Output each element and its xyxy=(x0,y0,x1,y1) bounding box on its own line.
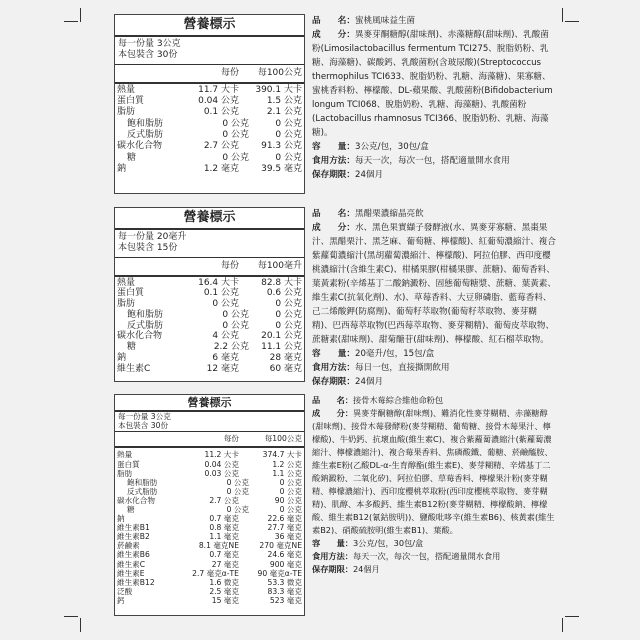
nutrient-name: 反式脂肪 xyxy=(127,320,164,331)
info-line xyxy=(312,550,556,563)
per-100-value: 0 公克 xyxy=(279,477,302,487)
per-100-value: 1.1 公克 xyxy=(272,468,302,478)
per-serving-value: 0.04 公克 xyxy=(204,459,239,469)
nutrient-row xyxy=(117,321,302,332)
column-header xyxy=(115,258,304,277)
info-line xyxy=(312,140,556,154)
nutrient-name: 碳水化合物 xyxy=(117,331,163,342)
nutrient-row xyxy=(117,532,302,541)
crop-mark xyxy=(565,616,579,617)
info-label: 成 分： xyxy=(312,30,355,40)
per-100-value: 83.3 毫克 xyxy=(267,586,302,596)
col-per-100: 每100公克 xyxy=(257,67,302,78)
info-label: 容 量： xyxy=(312,349,355,359)
nutrient-name: 熱量 xyxy=(117,277,136,288)
info-line xyxy=(312,168,556,182)
info-text: 接骨木莓綜合維他命粉包 xyxy=(352,395,444,405)
info-label: 食用方法： xyxy=(312,363,355,373)
nutrient-name: 維生素C xyxy=(117,363,151,374)
crop-mark xyxy=(562,8,563,22)
per-serving-value: 2.7 公克 xyxy=(209,495,239,505)
nutrient-name: 糖 xyxy=(127,152,137,163)
nutrient-name: 熱量 xyxy=(117,84,136,95)
per-serving-value: 4 公克 xyxy=(212,331,239,342)
info-label: 品 名： xyxy=(312,209,355,219)
per-100-value: 0.6 公克 xyxy=(266,288,302,299)
per-100-value: 900 毫克 xyxy=(269,559,302,569)
nutrient-name: 維生素B2 xyxy=(117,532,150,542)
product-info-3 xyxy=(312,394,556,576)
product-info-1 xyxy=(312,14,556,182)
per-100-value: 20.1 公克 xyxy=(261,331,302,342)
per-serving-value: 16.4 大卡 xyxy=(198,277,239,288)
per-100-value: 0 公克 xyxy=(275,130,302,141)
nutrient-name: 碳水化合物 xyxy=(117,495,155,505)
per-serving-value: 0.7 毫克 xyxy=(209,550,239,560)
nutrient-name: 維生素B1 xyxy=(117,523,150,533)
product-info-2 xyxy=(312,207,556,389)
per-100-value: 28 毫克 xyxy=(269,353,302,364)
per-100-value: 374.7 大卡 xyxy=(262,450,302,460)
crop-mark xyxy=(80,618,81,632)
info-text: 每日一包，直接撕開飲用 xyxy=(354,363,450,373)
nutrient-name: 泛酸 xyxy=(117,586,133,596)
per-100-value: 53.3 微克 xyxy=(267,577,302,587)
per-100-value: 91.3 公克 xyxy=(261,141,302,152)
nutrient-rows xyxy=(115,84,304,177)
info-line xyxy=(312,361,556,375)
crop-mark xyxy=(64,616,78,617)
per-100-value: 0 公克 xyxy=(275,299,302,310)
panel-title: 營養標示 xyxy=(115,15,304,37)
panel-title: 營養標示 xyxy=(115,395,304,412)
servings-per-pack: 本包裝含 15份 xyxy=(118,243,178,254)
per-serving-value: 0 公克 xyxy=(226,486,249,496)
nutrient-row xyxy=(117,164,302,175)
per-100-value: 27.7 毫克 xyxy=(267,523,302,533)
col-per-serving: 每份 xyxy=(220,67,239,78)
nutrient-row xyxy=(117,550,302,559)
nutrient-row xyxy=(117,469,302,478)
nutrient-row xyxy=(117,299,302,310)
col-per-serving: 每份 xyxy=(223,434,239,444)
per-serving-value: 1.6 微克 xyxy=(209,577,239,587)
col-per-serving: 每份 xyxy=(220,260,239,271)
nutrient-row xyxy=(117,596,302,605)
nutrient-row xyxy=(117,141,302,152)
column-header xyxy=(115,65,304,84)
per-serving-value: 0.03 公克 xyxy=(204,468,239,478)
nutrient-row xyxy=(117,342,302,353)
per-serving-value: 0 公克 xyxy=(226,477,249,487)
info-text: 3公克/包，30包/盒 xyxy=(354,142,429,152)
per-serving-value: 6 毫克 xyxy=(212,353,239,364)
per-100-value: 82.8 大卡 xyxy=(261,277,302,288)
per-serving-value: 0.1 公克 xyxy=(203,107,239,118)
nutrient-name: 脂肪 xyxy=(117,107,136,118)
column-header xyxy=(115,432,304,448)
nutrient-name: 維生素E xyxy=(117,568,145,578)
nutrient-row xyxy=(117,331,302,342)
info-label: 容 量： xyxy=(312,142,355,152)
nutrient-row xyxy=(117,353,302,364)
info-text: 水、黑色果實纈子發酵液(水、異麥芽寡糖、黑棗果汁、黑醋栗汁、黑芝麻、葡萄糖、檸檬酸)、紅葡萄濃縮汁、複合紫蘿蔔濃縮汁(黑胡蘿蔔濃縮汁、檸檬酸)、阿拉伯膠、西印度櫻桃濃縮汁(含維生素C)、柑橘果膠(柑橘果膠、蔗糖)、葡萄香料、葉黃素粉(辛烯基丁二酸鈉澱粉、固態葡萄糖漿、蔗糖、葉黃素、維生素C(抗氧化劑)、水)、草莓香料、大豆卵磷脂、藍莓香料、己二烯酸鉀(防腐劑)、葡萄籽萃取物(葡萄籽萃取物、麥芽糊精)、巴西莓萃取物(巴西莓萃取物、麥芽糊精)、葡萄皮萃取物、蔗糖素(甜味劑)、甜菊醣苷(甜味劑)、檸檬酸、紅石榴萃取物。 xyxy=(312,223,556,345)
nutrient-row xyxy=(117,450,302,459)
info-line xyxy=(312,28,556,140)
info-text: 20毫升/包，15包/盒 xyxy=(354,349,435,359)
per-100-value: 0 公克 xyxy=(275,320,302,331)
nutrient-row xyxy=(117,505,302,514)
crop-mark xyxy=(565,21,579,22)
info-text: 24個月 xyxy=(354,170,384,180)
per-100-value: 2.1 公克 xyxy=(266,107,302,118)
nutrition-panel-3 xyxy=(114,394,305,616)
nutrient-name: 蛋白質 xyxy=(117,288,145,299)
per-serving-value: 0 公克 xyxy=(222,320,249,331)
info-text: 蜜桃風味益生菌 xyxy=(354,16,416,26)
nutrient-rows xyxy=(115,277,304,376)
per-100-value: 0 公克 xyxy=(275,152,302,163)
nutrient-name: 糖 xyxy=(127,342,137,353)
crop-mark xyxy=(64,21,78,22)
per-100-value: 390.1 大卡 xyxy=(255,84,302,95)
nutrient-name: 飽和脂肪 xyxy=(127,477,158,487)
nutrient-row xyxy=(117,85,302,96)
nutrition-panel-2 xyxy=(114,207,305,382)
nutrient-row xyxy=(117,460,302,469)
per-serving-value: 12 毫克 xyxy=(206,363,239,374)
nutrient-row xyxy=(117,478,302,487)
per-100-value: 11.1 公克 xyxy=(261,342,302,353)
per-serving-value: 0 公克 xyxy=(212,299,239,310)
per-serving-value: 11.7 大卡 xyxy=(198,84,239,95)
per-serving-value: 0.8 毫克 xyxy=(209,523,239,533)
per-serving-value: 2.2 公克 xyxy=(213,342,249,353)
nutrient-row xyxy=(117,288,302,299)
crop-mark xyxy=(562,618,563,632)
per-serving-value: 2.7 毫克α-TE xyxy=(192,568,239,578)
nutrient-row xyxy=(117,514,302,523)
nutrient-row xyxy=(117,523,302,532)
nutrient-name: 鈉 xyxy=(117,514,125,524)
per-100-value: 60 毫克 xyxy=(269,363,302,374)
per-serving-value: 15 毫克 xyxy=(211,595,239,605)
nutrient-name: 鈉 xyxy=(117,353,127,364)
nutrient-row xyxy=(117,496,302,505)
nutrient-name: 反式脂肪 xyxy=(127,486,158,496)
info-label: 品 名： xyxy=(312,395,353,405)
info-line xyxy=(312,563,556,576)
per-100-value: 0 公克 xyxy=(275,118,302,129)
info-label: 食用方法： xyxy=(312,551,353,561)
nutrient-name: 脂肪 xyxy=(117,468,133,478)
nutrient-name: 鈉 xyxy=(117,164,127,175)
info-line xyxy=(312,375,556,389)
nutrient-name: 飽和脂肪 xyxy=(127,118,164,129)
per-serving-value: 0 公克 xyxy=(222,309,249,320)
info-line xyxy=(312,154,556,168)
serving-size: 每一份量 3公克 xyxy=(118,39,181,49)
per-100-value: 24.6 毫克 xyxy=(267,550,302,560)
serving-info xyxy=(115,37,304,65)
info-line xyxy=(312,221,556,347)
info-label: 成 分： xyxy=(312,223,355,233)
nutrient-name: 維生素B12 xyxy=(117,577,155,587)
nutrient-name: 維生素B6 xyxy=(117,550,150,560)
info-label: 保存期限： xyxy=(312,377,355,387)
nutrient-row xyxy=(117,153,302,164)
info-label: 保存期限： xyxy=(312,170,355,180)
nutrient-row xyxy=(117,569,302,578)
nutrient-row xyxy=(117,130,302,141)
info-text: 每天一次，每次一包，搭配適量開水食用 xyxy=(352,551,501,561)
per-serving-value: 0.1 公克 xyxy=(203,288,239,299)
per-serving-value: 0.7 毫克 xyxy=(209,514,239,524)
info-text: 每天一次，每次一包，搭配適量開水食用 xyxy=(354,156,510,166)
per-100-value: 0 公克 xyxy=(275,309,302,320)
per-serving-value: 27 毫克 xyxy=(211,559,239,569)
col-per-100: 每100公克 xyxy=(264,434,302,444)
info-line xyxy=(312,347,556,361)
info-text: 24個月 xyxy=(354,377,384,387)
info-text: 異麥芽酮糖醇(甜味劑)、難消化性麥芽糊精、赤藻糖醇(甜味劑)、接骨木莓發酵粉(麥芽糊精、葡萄糖、接骨木莓果汁、檸檬酸)、牛奶鈣、抗壞血酸(維生素C)、複合紫蘿蔔濃縮汁(紫蘿蔔濃縮汁、檸檬濃縮汁)、複合莓果香料、焦磷酸鐵、葡糖、菸鹼醯胺、維生素E粉(乙酸DL-α-生育醇酯(維生素E)、麥芽糊精、辛烯基丁二酸鈉澱粉、二氧化矽)、阿拉伯膠、草莓香料、檸檬果汁粉(麥芽糊精、檸檬濃縮汁)、西印度櫻桃萃取粉(西印度櫻桃萃取物、麥芽糊精)、肌醇、本多酸鈣、維生素B12粉(麥芽糊精、檸檬酸鈉、檸檬酸、維生素B12(氰鈷胺明))、鹽酸吡哆辛(維生素B6)、核黃素(維生素B2)、硝酸硫胺明(維生素B1)、葉酸。 xyxy=(312,408,555,535)
per-100-value: 36 毫克 xyxy=(274,532,302,542)
per-serving-value: 2.7 公克 xyxy=(203,141,239,152)
nutrient-name: 糖 xyxy=(127,505,135,514)
per-serving-value: 0 公克 xyxy=(222,118,249,129)
nutrient-name: 鈣 xyxy=(117,595,125,605)
info-line xyxy=(312,14,556,28)
info-text: 異麥芽酮糖醇(甜味劑)、赤藻糖醇(甜味劑)、乳酸菌粉(Limosilactobacillus fermentum TCI275、脫脂奶粉、乳糖、海藻糖)、碳酸鈣、乳酸菌粉(含玻尿酸)(Streptococcus thermophilus TCI633、脫脂奶粉、乳糖、海藻糖)、果寡糖、蜜桃香料粉、檸檬酸、DL-蘋果酸、乳酸菌粉(Bifidobacterium longum TCI068、脫脂奶粉、乳糖、海藻糖)、乳酸菌粉(Lactobacillus rhamnosus TCI366、脫脂奶粉、乳糖、海藻糖)。 xyxy=(312,30,553,138)
per-serving-value: 0 公克 xyxy=(226,505,249,514)
nutrient-name: 熱量 xyxy=(117,450,133,460)
per-100-value: 523 毫克 xyxy=(269,595,302,605)
nutrient-row xyxy=(117,107,302,118)
per-100-value: 90 公克 xyxy=(274,495,302,505)
per-100-value: 22.6 毫克 xyxy=(267,514,302,524)
nutrient-row xyxy=(117,96,302,107)
nutrient-name: 蛋白質 xyxy=(117,95,145,106)
serving-info xyxy=(115,412,304,432)
serving-size: 每一份量 3公克 xyxy=(118,412,171,421)
info-label: 食用方法： xyxy=(312,156,355,166)
per-100-value: 270 毫克NE xyxy=(259,541,302,551)
nutrition-panel-1 xyxy=(114,14,305,194)
per-serving-value: 0.04 公克 xyxy=(198,95,239,106)
per-serving-value: 1.2 毫克 xyxy=(203,164,239,175)
nutrient-row xyxy=(117,278,302,289)
info-line xyxy=(312,407,556,537)
nutrient-name: 反式脂肪 xyxy=(127,130,164,141)
servings-per-pack: 本包裝含 30份 xyxy=(118,420,169,430)
per-serving-value: 0 公克 xyxy=(222,152,249,163)
info-line xyxy=(312,207,556,221)
crop-mark xyxy=(80,8,81,22)
nutrient-row xyxy=(117,587,302,596)
col-per-100: 每100毫升 xyxy=(257,260,302,271)
per-100-value: 39.5 毫克 xyxy=(261,164,302,175)
nutrient-row xyxy=(117,560,302,569)
serving-info xyxy=(115,230,304,258)
nutrient-row xyxy=(117,119,302,130)
nutrient-name: 蛋白質 xyxy=(117,459,140,469)
nutrient-row xyxy=(117,487,302,496)
nutrient-row xyxy=(117,310,302,321)
nutrient-rows xyxy=(115,448,304,606)
nutrient-name: 菸鹼素 xyxy=(117,541,140,551)
nutrient-row xyxy=(117,578,302,587)
per-serving-value: 1.1 毫克 xyxy=(209,532,239,542)
info-label: 保存期限： xyxy=(312,564,353,574)
info-line xyxy=(312,394,556,407)
info-label: 容 量： xyxy=(312,538,353,548)
info-line xyxy=(312,537,556,550)
serving-size: 每一份量 20毫升 xyxy=(118,232,187,242)
per-serving-value: 2.5 毫克 xyxy=(209,586,239,596)
servings-per-pack: 本包裝含 30份 xyxy=(118,50,178,61)
nutrient-row xyxy=(117,364,302,375)
info-text: 24個月 xyxy=(352,564,380,574)
info-label: 成 分： xyxy=(312,408,353,418)
nutrient-name: 維生素C xyxy=(117,559,146,569)
per-100-value: 0 公克 xyxy=(279,486,302,496)
panel-title: 營養標示 xyxy=(115,208,304,230)
per-serving-value: 8.1 毫克NE xyxy=(198,541,239,551)
per-100-value: 1.5 公克 xyxy=(266,95,302,106)
per-100-value: 1.2 公克 xyxy=(272,459,302,469)
nutrient-name: 脂肪 xyxy=(117,299,136,310)
nutrient-name: 碳水化合物 xyxy=(117,141,163,152)
info-text: 黑醋栗濃縮晶亮飲 xyxy=(354,209,424,219)
per-100-value: 90 毫克α-TE xyxy=(257,568,302,578)
nutrient-name: 飽和脂肪 xyxy=(127,309,164,320)
per-100-value: 0 公克 xyxy=(279,505,302,514)
per-serving-value: 0 公克 xyxy=(222,130,249,141)
per-serving-value: 11.2 大卡 xyxy=(204,450,239,460)
info-text: 3公克/包，30包/盒 xyxy=(352,538,424,548)
info-label: 品 名： xyxy=(312,16,355,26)
